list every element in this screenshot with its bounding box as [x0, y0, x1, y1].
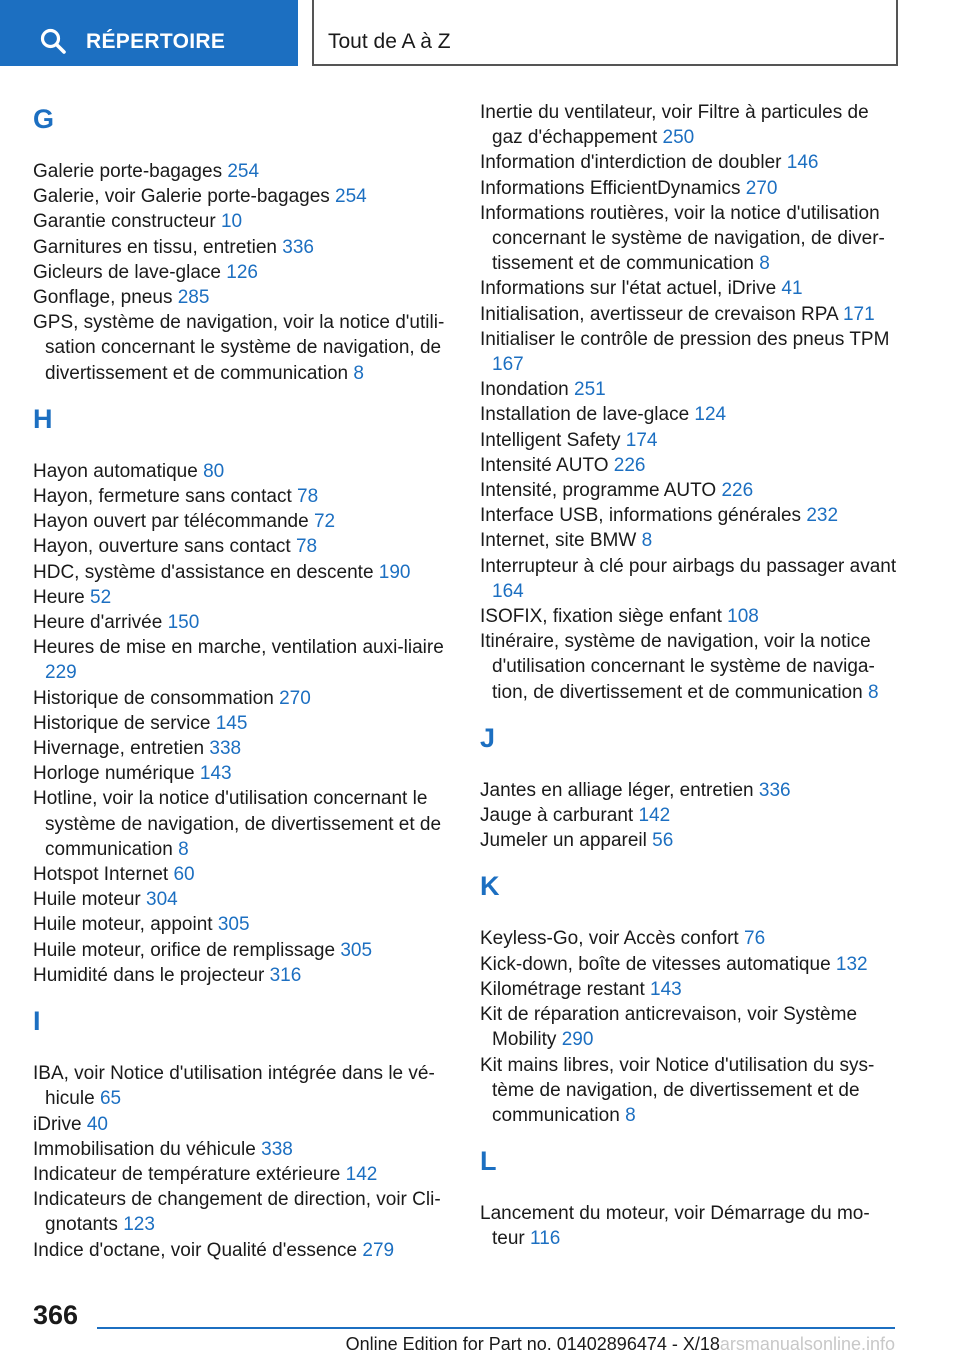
- section-letter-j: J: [480, 722, 496, 753]
- index-entry: [33, 310, 451, 386]
- page-reference-link[interactable]: 290: [561, 1029, 594, 1051]
- entry-text: Inertie du ventilateur, voir Filtre à particules de gaz d'échappement: [480, 102, 869, 149]
- index-entry: [480, 276, 900, 301]
- entry-text: iDrive: [33, 1113, 82, 1135]
- page-reference-link[interactable]: 305: [217, 914, 250, 936]
- entry-text: Itinéraire, système de navigation, voir la notice d'utilisation concernant le système de naviga-tion, de divertissement et de communication: [480, 631, 875, 703]
- index-entry: [480, 478, 900, 503]
- index-entry: [33, 459, 451, 484]
- page-reference-link[interactable]: 145: [215, 712, 248, 734]
- entry-text: Kit mains libres, voir Notice d'utilisation du sys-tème de navigation, de divertissement et de communication: [480, 1054, 875, 1126]
- page-reference-link[interactable]: 226: [721, 480, 754, 502]
- entry-text: GPS, système de navigation, voir la notice d'utili-sation concernant le système de navigation, de divertissement et de communication: [33, 312, 445, 384]
- entry-text: Historique de service: [33, 712, 211, 734]
- page-reference-link[interactable]: 124: [694, 404, 727, 426]
- index-entry: [33, 786, 451, 862]
- index-entry: [480, 402, 900, 427]
- entry-text: HDC, système d'assistance en descente: [33, 561, 374, 583]
- index-entry: [480, 629, 900, 705]
- entry-text: Information d'interdiction de doubler: [480, 152, 782, 174]
- entry-text: Inondation: [480, 379, 569, 401]
- index-entry: [480, 327, 900, 377]
- index-entry: [480, 778, 900, 803]
- entry-text: Historique de consommation: [33, 687, 274, 709]
- entry-list-i-continued: [480, 100, 900, 705]
- index-entry: [480, 1201, 900, 1251]
- index-entry: [480, 803, 900, 828]
- index-entry: [33, 711, 451, 736]
- entry-text: Intensité AUTO: [480, 454, 609, 476]
- entry-text: Installation de lave-glace: [480, 404, 690, 426]
- index-entry: [33, 1137, 451, 1162]
- index-entry: [33, 1187, 451, 1237]
- index-column-left: [33, 100, 451, 1263]
- edition-text: Online Edition for Part no. 01402896474 - X/18: [345, 1334, 720, 1354]
- index-entry: [480, 176, 900, 201]
- entry-text: Humidité dans le projecteur: [33, 964, 265, 986]
- entry-list-h: [33, 459, 451, 988]
- section-title-box: [312, 0, 898, 66]
- entry-text: Immobilisation du véhicule: [33, 1138, 256, 1160]
- page-reference-link[interactable]: 41: [781, 278, 803, 300]
- page-reference-link[interactable]: 143: [199, 763, 232, 785]
- page-reference-link[interactable]: 8: [867, 681, 879, 703]
- index-entry: [480, 428, 900, 453]
- index-entry: [33, 285, 451, 310]
- page-reference-link[interactable]: 8: [759, 253, 770, 275]
- index-entry: [33, 509, 451, 534]
- entry-text: Garnitures en tissu, entretien: [33, 236, 277, 258]
- entry-text: Interrupteur à clé pour airbags du passager avant: [480, 555, 897, 577]
- index-entry: [33, 260, 451, 285]
- index-entry: [480, 302, 900, 327]
- page-reference-link[interactable]: 190: [378, 561, 411, 583]
- entry-text: Kick-down, boîte de vitesses automatique: [480, 953, 831, 975]
- entry-text: Informations routières, voir la notice d'utilisation concernant le système de navigation, de diver-tissement et de communication: [480, 202, 885, 275]
- entry-text: Jauge à carburant: [480, 805, 634, 827]
- page-reference-link[interactable]: 167: [492, 354, 524, 376]
- index-entry: [33, 862, 451, 887]
- index-entry: [480, 554, 900, 604]
- index-entry: [33, 209, 451, 234]
- entry-text: Galerie, voir Galerie porte-bagages: [33, 186, 330, 208]
- page-reference-link[interactable]: 338: [209, 738, 242, 760]
- page-reference-link[interactable]: 8: [353, 362, 364, 384]
- entry-list-k: [480, 926, 900, 1128]
- entry-text: Interface USB, informations générales: [480, 505, 802, 527]
- directory-label: RÉPERTOIRE: [86, 30, 226, 53]
- section-letter-i: I: [33, 1006, 41, 1037]
- page-reference-link[interactable]: 8: [641, 530, 653, 552]
- page-reference-link[interactable]: 78: [295, 536, 318, 558]
- page-reference-link[interactable]: 80: [203, 460, 225, 482]
- index-entry: [480, 828, 900, 853]
- page-reference-link[interactable]: 60: [173, 864, 195, 886]
- page-reference-link[interactable]: 132: [835, 953, 868, 975]
- index-entry: [480, 977, 900, 1002]
- page-reference-link[interactable]: 40: [86, 1113, 108, 1135]
- footer-edition: [280, 1334, 895, 1355]
- page-reference-link[interactable]: 254: [335, 186, 367, 208]
- index-entry: [33, 184, 451, 209]
- page-reference-link[interactable]: 52: [90, 586, 112, 608]
- entry-text: Informations sur l'état actuel, iDrive: [480, 278, 777, 300]
- section-letter-k: K: [480, 871, 500, 902]
- index-entry: [480, 528, 900, 553]
- index-entry: [33, 560, 451, 585]
- entry-text: Intensité, programme AUTO: [480, 480, 717, 502]
- index-entry: [480, 1002, 900, 1052]
- entry-list-g: [33, 159, 451, 386]
- footer-rule: [97, 1327, 895, 1329]
- page-reference-link[interactable]: 226: [613, 454, 646, 476]
- index-entry: [480, 453, 900, 478]
- entry-text: Intelligent Safety: [480, 429, 621, 451]
- page-reference-link[interactable]: 142: [345, 1163, 378, 1185]
- entry-list-l: [480, 1201, 900, 1251]
- page-reference-link[interactable]: 338: [261, 1138, 293, 1160]
- index-entry: [33, 159, 451, 184]
- index-entry: [480, 377, 900, 402]
- index-entry: [33, 1162, 451, 1187]
- page-reference-link[interactable]: 336: [282, 236, 314, 258]
- entry-text: Heures de mise en marche, ventilation auxi-liaire: [33, 637, 444, 659]
- page-reference-link[interactable]: 270: [279, 687, 311, 709]
- entry-text: ISOFIX, fixation siège enfant: [480, 606, 722, 628]
- section-letter-l: L: [480, 1146, 497, 1177]
- entry-text: Hivernage, entretien: [33, 738, 205, 760]
- index-entry: [33, 484, 451, 509]
- entry-text: Indice d'octane, voir Qualité d'essence: [33, 1239, 358, 1261]
- entry-text: Kit de réparation anticrevaison, voir Système Mobility: [480, 1004, 858, 1051]
- entry-text: Initialisation, avertisseur de crevaison RPA: [480, 303, 838, 325]
- page-reference-link[interactable]: 72: [313, 511, 336, 533]
- page-reference-link[interactable]: 8: [625, 1104, 636, 1126]
- entry-text: Jumeler un appareil: [480, 830, 647, 852]
- page-reference-link[interactable]: 279: [362, 1239, 395, 1261]
- page-reference-link[interactable]: 232: [806, 505, 839, 527]
- page-reference-link[interactable]: 164: [492, 580, 524, 602]
- entry-text: Indicateurs de changement de direction, voir Cli-gnotants: [33, 1189, 441, 1236]
- index-entry: [480, 201, 900, 277]
- page-reference-link[interactable]: 251: [574, 379, 606, 401]
- entry-text: Hotspot Internet: [33, 864, 169, 886]
- page-reference-link[interactable]: 150: [167, 612, 200, 634]
- page-number: 366: [33, 1300, 79, 1330]
- index-entry: [33, 938, 451, 963]
- index-entry: [33, 686, 451, 711]
- index-entry: [33, 912, 451, 937]
- page-reference-link[interactable]: 146: [786, 152, 819, 174]
- entry-text: Internet, site BMW: [480, 530, 637, 552]
- index-entry: [480, 604, 900, 629]
- page-reference-link[interactable]: 123: [123, 1214, 155, 1236]
- entry-text: Keyless-Go, voir Accès confort: [480, 928, 739, 950]
- index-entry: [480, 503, 900, 528]
- index-entry: [33, 585, 451, 610]
- entry-text: Gicleurs de lave-glace: [33, 261, 221, 283]
- index-entry: [480, 150, 900, 175]
- entry-text: Heure d'arrivée: [33, 612, 163, 634]
- page-reference-link[interactable]: 305: [340, 939, 373, 961]
- entry-text: Gonflage, pneus: [33, 287, 173, 309]
- index-column-right: [480, 100, 900, 1252]
- entry-text: Hotline, voir la notice d'utilisation concernant le système de navigation, de divertissement et de communication: [33, 788, 442, 860]
- page-reference-link[interactable]: 65: [99, 1088, 122, 1110]
- search-icon: [40, 28, 66, 54]
- section-title: Tout de A à Z: [328, 30, 451, 53]
- page-reference-link[interactable]: 254: [227, 161, 260, 182]
- page-reference-link[interactable]: 171: [842, 303, 875, 325]
- entry-text: Lancement du moteur, voir Démarrage du mo-teur: [480, 1203, 870, 1250]
- entry-text: Indicateur de température extérieure: [33, 1163, 341, 1185]
- entry-text: Informations EfficientDynamics: [480, 177, 741, 199]
- top-bar: [0, 0, 960, 66]
- entry-list-i: [33, 1061, 451, 1263]
- index-entry: [480, 952, 900, 977]
- watermark-text: arsmanualsonline.info: [719, 1334, 895, 1354]
- entry-list-j: [480, 778, 900, 854]
- section-letter-g: G: [33, 104, 55, 134]
- page-reference-link[interactable]: 229: [45, 662, 77, 684]
- index-entry: [480, 1053, 900, 1129]
- directory-button[interactable]: [0, 0, 298, 66]
- index-entry: [33, 761, 451, 786]
- entry-text: Kilométrage restant: [480, 978, 645, 1000]
- index-entry: [33, 887, 451, 912]
- entry-text: Hayon ouvert par télécommande: [33, 511, 309, 533]
- page-reference-link[interactable]: 285: [177, 287, 210, 309]
- index-entry: [33, 635, 451, 685]
- page-reference-link[interactable]: 76: [744, 928, 766, 950]
- entry-text: Huile moteur, appoint: [33, 914, 213, 936]
- entry-text: Initialiser le contrôle de pression des pneus TPM: [480, 328, 890, 350]
- page-reference-link[interactable]: 143: [650, 978, 682, 1000]
- index-entry: [33, 1112, 451, 1137]
- index-entry: [33, 235, 451, 260]
- index-entry: [33, 534, 451, 559]
- entry-text: Galerie porte-bagages: [33, 161, 223, 182]
- page-reference-link[interactable]: 304: [146, 889, 178, 911]
- entry-text: Hayon, fermeture sans contact: [33, 486, 292, 508]
- section-letter-h: H: [33, 403, 53, 434]
- page-reference-link[interactable]: 250: [662, 127, 695, 149]
- page-reference-link[interactable]: 270: [745, 177, 778, 199]
- entry-text: Huile moteur: [33, 889, 141, 911]
- index-entry: [33, 1238, 451, 1263]
- entry-text: Heure: [33, 586, 85, 608]
- entry-text: Garantie constructeur: [33, 211, 216, 233]
- entry-text: Hayon, ouverture sans contact: [33, 536, 291, 558]
- index-entry: [33, 1061, 451, 1111]
- index-entry: [480, 100, 900, 150]
- page-reference-link[interactable]: 56: [652, 830, 674, 852]
- index-entry: [33, 963, 451, 988]
- page-reference-link[interactable]: 174: [625, 429, 658, 451]
- page-reference-link[interactable]: 336: [758, 779, 791, 801]
- page-reference-link[interactable]: 108: [727, 606, 759, 628]
- entry-text: Jantes en alliage léger, entretien: [480, 779, 754, 801]
- page-reference-link[interactable]: 316: [269, 964, 302, 986]
- page-reference-link[interactable]: 142: [638, 805, 671, 827]
- entry-text: IBA, voir Notice d'utilisation intégrée dans le vé-hicule: [33, 1063, 435, 1110]
- entry-text: Hayon automatique: [33, 460, 198, 482]
- entry-text: Horloge numérique: [33, 763, 195, 785]
- entry-text: Huile moteur, orifice de remplissage: [33, 939, 336, 961]
- page-reference-link[interactable]: 10: [220, 211, 243, 233]
- page-reference-link[interactable]: 126: [226, 261, 258, 283]
- page-reference-link[interactable]: 8: [178, 838, 189, 860]
- index-entry: [33, 610, 451, 635]
- index-entry: [33, 736, 451, 761]
- page-reference-link[interactable]: 116: [530, 1228, 561, 1250]
- page-reference-link[interactable]: 78: [297, 486, 319, 508]
- index-entry: [480, 926, 900, 951]
